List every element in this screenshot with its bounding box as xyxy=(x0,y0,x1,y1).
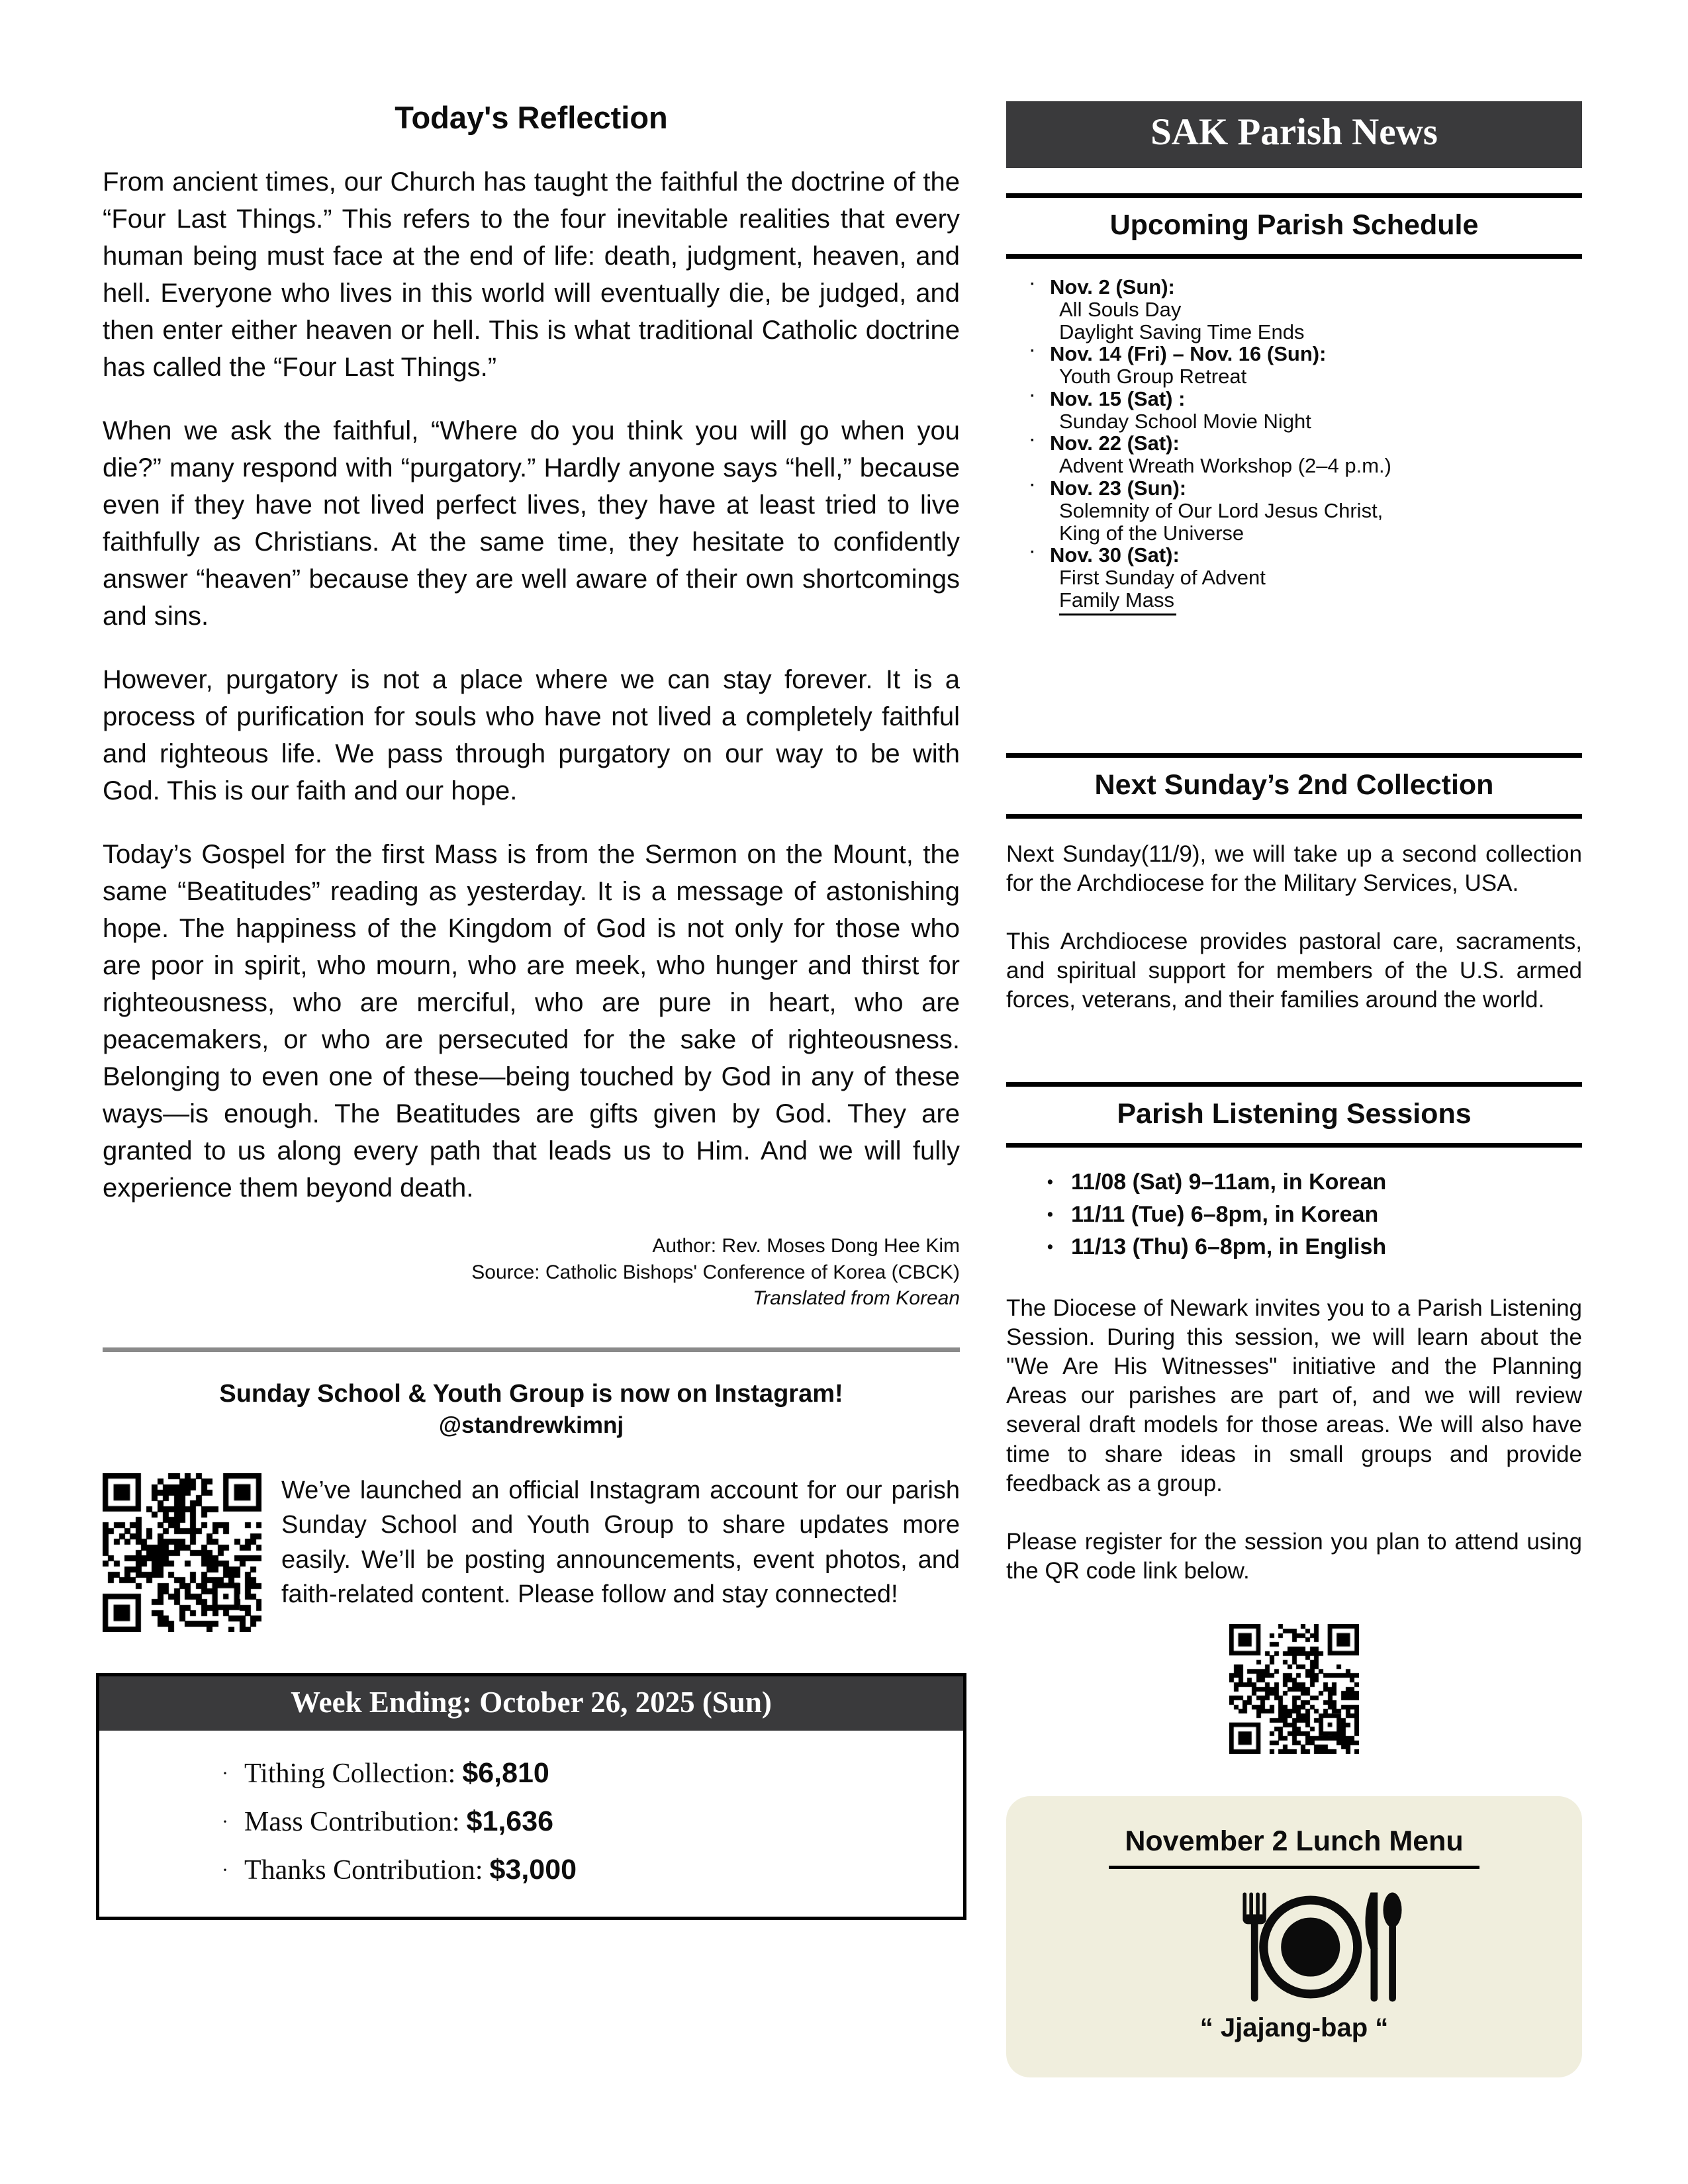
registration-qr-code-icon xyxy=(1229,1624,1359,1754)
session-text: 11/13 (Thu) 6–8pm, in English xyxy=(1071,1234,1387,1260)
schedule-date-text: Nov. 14 (Fri) – Nov. 16 (Sun): xyxy=(1050,342,1327,366)
schedule-detail-text: Youth Group Retreat xyxy=(1059,365,1247,388)
instagram-body: We’ve launched an official Instagram account for our parish Sunday School and Youth Group to share updates more easily. We’ll be posting announcements, event photos, and faith-related content. Please follow and stay connected! xyxy=(281,1476,960,1609)
schedule-date-text: Nov. 2 (Sun): xyxy=(1050,275,1175,298)
bullet-icon: · xyxy=(1030,432,1035,450)
reflection-paragraph: When we ask the faithful, “Where do you think you will go when you die?” many respond with “purgatory.” Hardly anyone says “hell,” because even if they have not lived perfect lives, they have at least tried to live faithfully as Christians. At the same time, they hesitate to confidently answer “heaven” because they are well aware of their own shortcomings and sins. xyxy=(103,416,960,631)
schedule-detail-text: First Sunday of Advent xyxy=(1059,566,1266,590)
listening-paragraph: Please register for the session you plan to attend using the QR code link below. xyxy=(1006,1528,1582,1584)
schedule-date xyxy=(1030,388,1582,410)
collection-value: $3,000 xyxy=(489,1853,577,1886)
listening-paragraphs xyxy=(1006,1294,1582,1586)
bullet-icon: · xyxy=(1030,387,1035,405)
schedule-detail-text: Sunday School Movie Night xyxy=(1059,409,1311,433)
schedule-detail xyxy=(1030,500,1582,522)
collection-row xyxy=(222,1805,943,1838)
bullet-icon: • xyxy=(1047,1205,1053,1224)
author-line: Author: Rev. Moses Dong Hee Kim xyxy=(652,1235,960,1257)
listening-paragraph: The Diocese of Newark invites you to a Parish Listening Session. During this session, we will learn about the "We Are His Witnesses" initiative and the Planning Areas our parishes are part of, and we will review several draft models for those areas. We will also have time to share ideas in small groups and provide feedback as a group. xyxy=(1006,1295,1582,1496)
section-divider xyxy=(103,1347,960,1352)
reflection-paragraph: From ancient times, our Church has taught the faithful the doctrine of the “Four Last Things.” This refers to the four inevitable realities that every human being must face at the end of life: death, judgment, heaven, and hell. Everyone who lives in this world will eventually die, be judged, and then enter either heaven or hell. This is what traditional Catholic doctrine has called the “Four Last Things.” xyxy=(103,167,960,382)
session-item xyxy=(1047,1199,1582,1231)
schedule-detail-text: King of the Universe xyxy=(1059,521,1244,545)
schedule-detail xyxy=(1030,410,1582,433)
schedule-item xyxy=(1030,432,1582,477)
parish-news-banner: SAK Parish News xyxy=(1006,101,1582,168)
schedule-detail-text: All Souls Day xyxy=(1059,297,1182,321)
collection-label: Thanks Contribution: xyxy=(244,1854,483,1886)
schedule-detail-text: Family Mass xyxy=(1059,589,1176,615)
reflection-paragraph: However, purgatory is not a place where we can stay forever. It is a process of purification for souls who have not lived a completely faithful and righteous life. We pass through purgatory on our way to be with God. This is our faith and our hope. xyxy=(103,665,960,805)
source-line: Source: Catholic Bishops' Conference of Korea (CBCK) xyxy=(471,1261,960,1283)
schedule-date xyxy=(1030,276,1582,298)
collection-value: $6,810 xyxy=(462,1756,549,1789)
collection-value: $1,636 xyxy=(466,1805,554,1837)
schedule-item xyxy=(1030,544,1582,615)
bullet-icon: · xyxy=(222,1810,228,1833)
schedule-date xyxy=(1030,432,1582,455)
instagram-handle: @standrewkimnj xyxy=(438,1412,624,1438)
bullet-icon: · xyxy=(1030,477,1035,495)
schedule-list xyxy=(1030,276,1582,615)
schedule-date-text: Nov. 30 (Sat): xyxy=(1050,543,1180,567)
schedule-date xyxy=(1030,343,1582,365)
schedule-detail xyxy=(1030,589,1582,615)
collection-heading: Next Sunday’s 2nd Collection xyxy=(1006,753,1582,819)
week-box-list xyxy=(99,1731,963,1917)
schedule-detail xyxy=(1030,455,1582,477)
collection-row xyxy=(222,1757,943,1790)
schedule-detail-text: Advent Wreath Workshop (2–4 p.m.) xyxy=(1059,454,1391,478)
bullet-icon: • xyxy=(1047,1238,1053,1257)
session-item xyxy=(1047,1231,1582,1263)
schedule-date-text: Nov. 23 (Sun): xyxy=(1050,477,1187,500)
bullet-icon: · xyxy=(222,1858,228,1881)
bullet-icon: · xyxy=(222,1762,228,1784)
schedule-detail xyxy=(1030,567,1582,589)
bullet-icon: · xyxy=(1030,342,1035,361)
bullet-icon: · xyxy=(1030,275,1035,293)
bullet-icon: • xyxy=(1047,1173,1053,1192)
plate-cutlery-icon xyxy=(1185,1890,1403,2004)
collection-label: Tithing Collection: xyxy=(244,1758,456,1789)
schedule-date-text: Nov. 15 (Sat) : xyxy=(1050,387,1186,410)
schedule-detail xyxy=(1030,365,1582,388)
instagram-row xyxy=(103,1473,960,1632)
schedule-detail-text: Solemnity of Our Lord Jesus Christ, xyxy=(1059,498,1383,522)
schedule-item xyxy=(1030,276,1582,343)
week-box-title: Week Ending: October 26, 2025 (Sun) xyxy=(99,1676,963,1731)
session-text: 11/08 (Sat) 9–11am, in Korean xyxy=(1071,1169,1387,1195)
lunch-menu-item: “ Jjajang-bap “ xyxy=(1199,2013,1389,2042)
left-column xyxy=(103,0,960,1920)
lunch-menu-title: November 2 Lunch Menu xyxy=(1109,1825,1479,1869)
schedule-date xyxy=(1030,477,1582,500)
translated-line: Translated from Korean xyxy=(753,1287,960,1310)
schedule-item xyxy=(1030,477,1582,544)
schedule-detail xyxy=(1030,321,1582,343)
collection-paragraph: This Archdiocese provides pastoral care, sacraments, and spiritual support for members of the U.S. armed forces, veterans, and their families around the world. xyxy=(1006,928,1582,1013)
week-collections-box xyxy=(96,1673,966,1920)
lunch-menu-box xyxy=(1006,1796,1582,2077)
schedule-item xyxy=(1030,388,1582,433)
reflection-paragraphs xyxy=(103,163,960,1206)
schedule-detail xyxy=(1030,298,1582,321)
session-text: 11/11 (Tue) 6–8pm, in Korean xyxy=(1071,1202,1379,1228)
session-list xyxy=(1047,1166,1582,1263)
bullet-icon: · xyxy=(1030,543,1035,562)
instagram-qr-code-icon xyxy=(103,1473,261,1632)
schedule-heading: Upcoming Parish Schedule xyxy=(1006,193,1582,259)
right-column xyxy=(1006,0,1582,2077)
schedule-date xyxy=(1030,544,1582,567)
session-item xyxy=(1047,1166,1582,1199)
collection-paragraph: Next Sunday(11/9), we will take up a second collection for the Archdiocese for the Military Services, USA. xyxy=(1006,841,1582,896)
instagram-heading: Sunday School & Youth Group is now on Instagram! xyxy=(219,1379,843,1408)
reflection-title: Today's Reflection xyxy=(395,100,668,135)
author-block xyxy=(103,1233,960,1312)
schedule-detail xyxy=(1030,522,1582,545)
schedule-item xyxy=(1030,343,1582,388)
collection-row xyxy=(222,1854,943,1886)
reflection-paragraph: Today’s Gospel for the first Mass is from the Sermon on the Mount, the same “Beatitudes” reading as yesterday. It is a message of astonishing hope. The happiness of the Kingdom of God is not only for those who are poor in spirit, who mourn, who are meek, who hunger and thirst for righteousness, who are merciful, who are pure in heart, who are peacemakers, or who are persecuted for the sake of righteousness. Belonging to even one of these—being touched by God in any of these ways—is enough. The Beatitudes are gifts given by God. They are granted to us along every path that leads us to Him. And we will fully experience them beyond death. xyxy=(103,840,960,1203)
schedule-detail-text: Daylight Saving Time Ends xyxy=(1059,320,1305,343)
collection-label: Mass Contribution: xyxy=(244,1806,460,1837)
schedule-date-text: Nov. 22 (Sat): xyxy=(1050,432,1180,455)
listening-heading: Parish Listening Sessions xyxy=(1006,1082,1582,1148)
